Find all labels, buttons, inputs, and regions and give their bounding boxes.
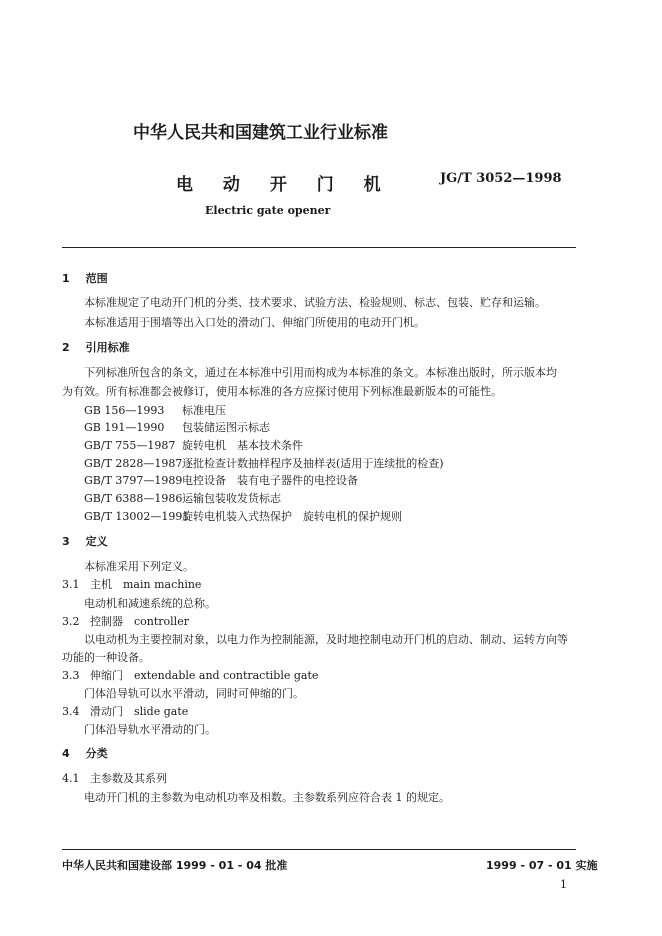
reference-code: GB 191—1990	[84, 421, 165, 434]
section-title: 定义	[85, 535, 108, 548]
section-number: 3	[62, 535, 70, 548]
reference-title: 包装储运图示标志	[182, 421, 270, 434]
reference-title: 旋转电机装入式热保护 旋转电机的保护规则	[182, 510, 402, 523]
reference-item	[84, 420, 270, 435]
paragraph: 下列标准所包含的条文，通过在本标准中引用而构成为本标准的条文。本标准出版时，所示版本均	[84, 366, 557, 379]
approval-line: 中华人民共和国建设部 1999 - 01 - 04 批准	[62, 859, 288, 872]
definition-heading	[62, 668, 318, 683]
reference-item	[84, 491, 281, 506]
paragraph: 电动开门机的主参数为电动机功率及相数。主参数系列应符合表 1 的规定。	[84, 791, 450, 804]
reference-title: 旋转电机 基本技术条件	[182, 439, 303, 452]
section-2-heading	[62, 340, 130, 355]
subsection-title: 主参数及其系列	[90, 772, 167, 785]
clause-number: 4.1	[62, 772, 80, 785]
standard-number: JG/T 3052—1998	[440, 171, 562, 186]
section-title: 范围	[85, 272, 108, 285]
english-title: Electric gate opener	[205, 204, 331, 217]
section-title: 分类	[85, 747, 108, 760]
page-number: 1	[560, 878, 567, 891]
section-number: 2	[62, 341, 70, 354]
reference-code: GB/T 13002—1991	[84, 510, 190, 523]
reference-title: 逐批检查计数抽样程序及抽样表(适用于连续批的检查)	[182, 457, 444, 470]
section-4-heading	[62, 746, 108, 761]
section-1-heading	[62, 271, 108, 286]
reference-item	[84, 438, 303, 453]
paragraph: 本标准采用下列定义。	[84, 560, 194, 573]
paragraph-continued: 为有效。所有标准都会被修订，使用本标准的各方应探讨使用下列标准最新版本的可能性。	[62, 385, 502, 398]
implementation-date: 1999 - 07 - 01 实施	[486, 859, 598, 872]
reference-title: 标准电压	[182, 404, 226, 417]
reference-code: GB/T 755—1987	[84, 439, 176, 452]
reference-code: GB/T 2828—1987	[84, 457, 183, 470]
definition-text: 电动机和减速系统的总称。	[84, 597, 216, 610]
definition-text: 以电动机为主要控制对象，以电力作为控制能源，及时地控制电动开门机的启动、制动、运转方向等	[84, 633, 568, 646]
reference-title: 运输包装收发货标志	[182, 492, 281, 505]
subsection-heading	[62, 771, 167, 786]
section-number: 1	[62, 272, 70, 285]
header-divider	[62, 247, 576, 248]
clause-number: 3.3	[62, 669, 80, 682]
reference-item	[84, 473, 358, 488]
definition-heading	[62, 614, 189, 629]
paragraph: 本标准规定了电动开门机的分类、技术要求、试验方法、检验规则、标志、包装、贮存和运输。	[84, 296, 546, 309]
clause-number: 3.2	[62, 615, 80, 628]
reference-item	[84, 456, 444, 471]
footer-divider	[62, 849, 576, 850]
reference-code: GB/T 6388—1986	[84, 492, 183, 505]
definition-term: 滑动门 slide gate	[90, 705, 189, 718]
reference-item	[84, 403, 226, 418]
paragraph: 本标准适用于围墙等出入口处的滑动门、伸缩门所使用的电动开门机。	[84, 316, 425, 329]
definition-text: 门体沿导轨水平滑动的门。	[84, 723, 216, 736]
definition-term: 主机 main machine	[90, 578, 202, 591]
reference-item	[84, 509, 402, 524]
section-title: 引用标准	[85, 341, 130, 354]
reference-code: GB 156—1993	[84, 404, 165, 417]
definition-term: 伸缩门 extendable and contractible gate	[90, 669, 319, 682]
definition-text: 门体沿导轨可以水平滑动，同时可伸缩的门。	[84, 687, 304, 700]
section-3-heading	[62, 534, 108, 549]
clause-number: 3.1	[62, 578, 80, 591]
section-number: 4	[62, 747, 70, 760]
clause-number: 3.4	[62, 705, 80, 718]
definition-text-continued: 功能的一种设备。	[62, 651, 150, 664]
doc-title: 电 动 开 门 机	[176, 175, 393, 195]
reference-title: 电控设备 装有电子器件的电控设备	[182, 474, 358, 487]
definition-term: 控制器 controller	[90, 615, 189, 628]
org-title: 中华人民共和国建筑工业行业标准	[133, 123, 388, 143]
definition-heading	[62, 704, 188, 719]
definition-heading	[62, 577, 201, 592]
reference-code: GB/T 3797—1989	[84, 474, 183, 487]
